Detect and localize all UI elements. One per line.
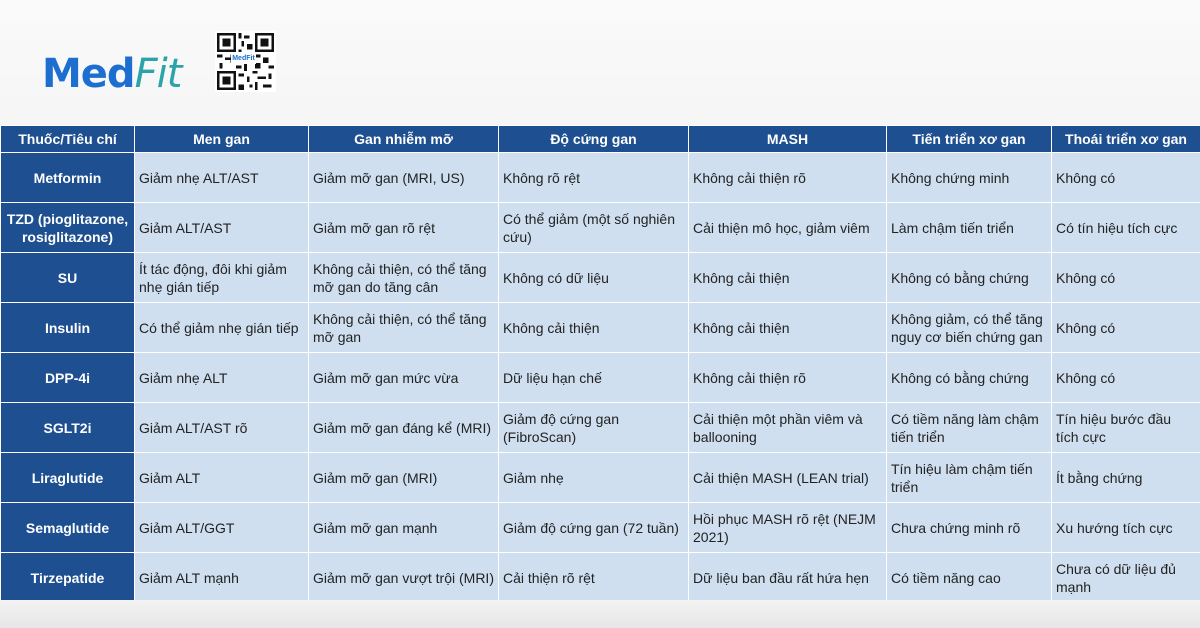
table-cell: Không cải thiện, có thể tăng mỡ gan: [309, 303, 499, 353]
table-cell: Giảm nhẹ ALT: [135, 353, 309, 403]
column-header: Men gan: [135, 126, 309, 153]
table-cell: Cải thiện một phần viêm và ballooning: [689, 403, 887, 453]
table-cell: Làm chậm tiến triển: [887, 203, 1052, 253]
table-cell: Tín hiệu làm chậm tiến triển: [887, 453, 1052, 503]
table-cell: Giảm ALT: [135, 453, 309, 503]
medfit-logo[interactable]: [42, 52, 181, 96]
table-row: [1, 303, 1200, 353]
table-cell: Có thể giảm nhẹ gián tiếp: [135, 303, 309, 353]
table-cell: Tín hiệu bước đầu tích cực: [1052, 403, 1200, 453]
table-row: [1, 553, 1200, 603]
row-header-drug: TZD (pioglitazone, rosiglitazone): [1, 203, 135, 253]
table-cell: Cải thiện mô học, giảm viêm: [689, 203, 887, 253]
row-header-drug: Tirzepatide: [1, 553, 135, 603]
column-header: Độ cứng gan: [499, 126, 689, 153]
table-body: [1, 153, 1200, 603]
table-cell: Không có: [1052, 353, 1200, 403]
table-cell: Giảm mỡ gan vượt trội (MRI): [309, 553, 499, 603]
logo-fit-text: Fit: [134, 51, 182, 97]
table-cell: Giảm nhẹ ALT/AST: [135, 153, 309, 203]
table-cell: Giảm mỡ gan (MRI): [309, 453, 499, 503]
column-header: Tiến triển xơ gan: [887, 126, 1052, 153]
table-cell: Không cải thiện rõ: [689, 153, 887, 203]
table-cell: Không có: [1052, 303, 1200, 353]
logo-med-text: Med: [42, 51, 135, 97]
table-cell: Giảm mỡ gan mạnh: [309, 503, 499, 553]
table-cell: Giảm mỡ gan mức vừa: [309, 353, 499, 403]
qr-code-icon[interactable]: [215, 31, 276, 92]
table-cell: Giảm độ cứng gan (FibroScan): [499, 403, 689, 453]
table-cell: Có tiềm năng cao: [887, 553, 1052, 603]
table-cell: Hồi phục MASH rõ rệt (NEJM 2021): [689, 503, 887, 553]
column-header: Thoái triển xơ gan: [1052, 126, 1200, 153]
row-header-drug: DPP-4i: [1, 353, 135, 403]
table-cell: Giảm mỡ gan đáng kể (MRI): [309, 403, 499, 453]
table-cell: Không cải thiện rõ: [689, 353, 887, 403]
column-header: MASH: [689, 126, 887, 153]
table-cell: Có tín hiệu tích cực: [1052, 203, 1200, 253]
table-cell: Giảm mỡ gan (MRI, US): [309, 153, 499, 203]
header: [0, 0, 1200, 125]
table-cell: Không cải thiện: [689, 303, 887, 353]
table-cell: Cải thiện rõ rệt: [499, 553, 689, 603]
table-cell: Có tiềm năng làm chậm tiến triển: [887, 403, 1052, 453]
row-header-drug: SGLT2i: [1, 403, 135, 453]
table-cell: Xu hướng tích cực: [1052, 503, 1200, 553]
table-cell: Không có: [1052, 253, 1200, 303]
table-row: [1, 153, 1200, 203]
table-cell: Không có dữ liệu: [499, 253, 689, 303]
table-cell: Không có bằng chứng: [887, 253, 1052, 303]
table-cell: Có thể giảm (một số nghiên cứu): [499, 203, 689, 253]
table-cell: Giảm ALT mạnh: [135, 553, 309, 603]
column-header: Thuốc/Tiêu chí: [1, 126, 135, 153]
table-cell: Không cải thiện: [689, 253, 887, 303]
footer-background: [0, 600, 1200, 628]
table-cell: Chưa chứng minh rõ: [887, 503, 1052, 553]
table-cell: Giảm mỡ gan rõ rệt: [309, 203, 499, 253]
table-cell: Cải thiện MASH (LEAN trial): [689, 453, 887, 503]
table-cell: Dữ liệu hạn chế: [499, 353, 689, 403]
row-header-drug: SU: [1, 253, 135, 303]
table-row: [1, 403, 1200, 453]
table-cell: Ít bằng chứng: [1052, 453, 1200, 503]
table-row: [1, 503, 1200, 553]
table-cell: Không có bằng chứng: [887, 353, 1052, 403]
table-row: [1, 453, 1200, 503]
table-cell: Không có: [1052, 153, 1200, 203]
row-header-drug: Liraglutide: [1, 453, 135, 503]
table-cell: Chưa có dữ liệu đủ mạnh: [1052, 553, 1200, 603]
table-cell: Giảm độ cứng gan (72 tuần): [499, 503, 689, 553]
table-cell: Giảm ALT/AST rõ: [135, 403, 309, 453]
table-cell: Không cải thiện, có thể tăng mỡ gan do tăng cân: [309, 253, 499, 303]
table-row: [1, 353, 1200, 403]
column-header: Gan nhiễm mỡ: [309, 126, 499, 153]
table-row: [1, 253, 1200, 303]
row-header-drug: Metformin: [1, 153, 135, 203]
qr-label: MedFit: [232, 55, 255, 62]
table-cell: Không rõ rệt: [499, 153, 689, 203]
table-cell: Không giảm, có thể tăng nguy cơ biến chứng gan: [887, 303, 1052, 353]
comparison-table: [0, 125, 1200, 603]
table-cell: Không cải thiện: [499, 303, 689, 353]
row-header-drug: Insulin: [1, 303, 135, 353]
table-cell: Giảm nhẹ: [499, 453, 689, 503]
row-header-drug: Semaglutide: [1, 503, 135, 553]
table-cell: Giảm ALT/AST: [135, 203, 309, 253]
table-cell: Ít tác động, đôi khi giảm nhẹ gián tiếp: [135, 253, 309, 303]
table-cell: Giảm ALT/GGT: [135, 503, 309, 553]
table-row: [1, 203, 1200, 253]
table-cell: Dữ liệu ban đầu rất hứa hẹn: [689, 553, 887, 603]
table-cell: Không chứng minh: [887, 153, 1052, 203]
table-header-row: [1, 126, 1200, 153]
